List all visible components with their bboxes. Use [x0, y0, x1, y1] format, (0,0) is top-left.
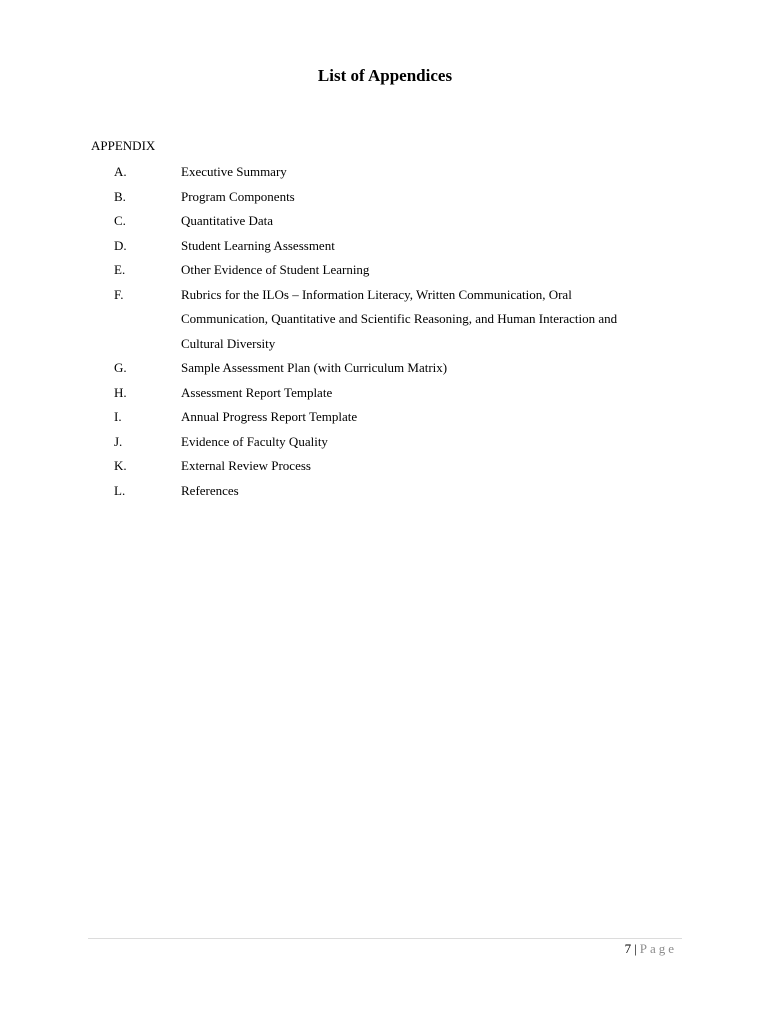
appendix-letter: L. — [114, 482, 126, 498]
appendix-letter: K. — [114, 458, 127, 473]
appendix-title: External Review Process — [181, 458, 311, 473]
appendix-letter: E. — [114, 262, 126, 277]
appendix-item — [0, 454, 770, 479]
page-number: 7 — [624, 941, 632, 956]
appendix-letter: G. — [114, 360, 127, 375]
appendix-title: Sample Assessment Plan (with Curriculum Matrix) — [181, 360, 448, 375]
page-footer — [625, 940, 677, 958]
appendix-letter: J. — [114, 433, 123, 449]
appendix-letter: D. — [114, 237, 127, 253]
appendix-item — [0, 430, 770, 455]
page-title: List of Appendices — [317, 66, 453, 85]
appendix-item — [0, 185, 770, 210]
appendix-item — [0, 479, 770, 504]
appendix-title: Annual Progress Report Template — [181, 409, 358, 424]
appendix-title: Student Learning Assessment — [181, 237, 335, 253]
appendix-label: APPENDIX — [91, 138, 156, 153]
appendix-item — [0, 356, 770, 381]
appendix-item — [0, 381, 770, 406]
appendix-letter: I. — [114, 409, 122, 424]
appendix-title: Rubrics for the ILOs – Information Literacy, Written Communication, Oral Communication, Quantitative and Scientific Reasoning, and Human Interaction and Cultural Diversity — [181, 286, 618, 351]
page-word: Page — [639, 941, 677, 956]
appendix-letter: F. — [114, 286, 124, 302]
appendix-letter: C. — [114, 213, 126, 228]
footer-separator: | — [634, 941, 637, 956]
appendix-item — [0, 405, 770, 430]
appendix-item — [0, 283, 770, 357]
appendix-letter: A. — [114, 164, 127, 179]
appendix-title: Assessment Report Template — [181, 384, 333, 400]
appendix-title: Program Components — [181, 188, 295, 204]
appendix-title: Quantitative Data — [181, 213, 274, 228]
appendix-title: References — [181, 482, 239, 498]
appendix-item — [0, 234, 770, 259]
appendix-title: Evidence of Faculty Quality — [181, 433, 328, 449]
appendix-item — [0, 209, 770, 234]
appendix-title: Other Evidence of Student Learning — [181, 262, 370, 277]
appendix-letter: H. — [114, 384, 127, 400]
appendix-list — [0, 160, 770, 503]
appendix-title: Executive Summary — [181, 164, 287, 179]
appendix-item — [0, 258, 770, 283]
appendix-item — [0, 160, 770, 185]
footer-divider — [88, 938, 682, 939]
appendix-letter: B. — [114, 188, 126, 204]
